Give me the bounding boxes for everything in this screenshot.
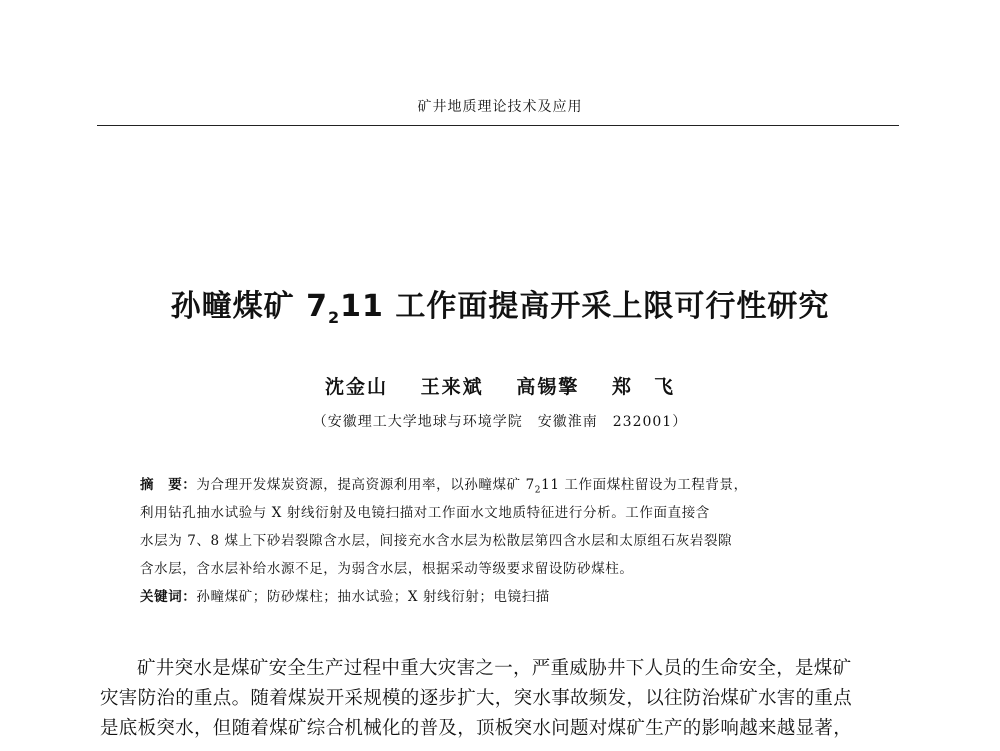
abstract-text: 为合理开发煤炭资源，提高资源利用率，以孙疃煤矿 7 [196, 477, 535, 493]
body-line: 矿井突水是煤矿安全生产过程中重大灾害之一，严重威胁井下人员的生命安全，是煤矿 [137, 658, 852, 679]
keywords-text: 孙疃煤矿；防砂煤柱；抽水试验；X 射线衍射；电镜扫描 [196, 589, 550, 605]
author-name: 沈金山 [325, 376, 389, 398]
body-line: 灾害防治的重点。随着煤炭开采规模的逐步扩大，突水事故频发，以往防治煤矿水害的重点 [100, 688, 853, 709]
author-name: 郑 飞 [611, 376, 675, 398]
title-suffix: 11 工作面提高开采上限可行性研究 [340, 289, 830, 324]
running-header: 矿井地质理论技术及应用 [417, 99, 583, 115]
author-name: 高锡擎 [516, 376, 580, 398]
abstract-label: 摘 要： [140, 477, 197, 493]
keywords-label: 关键词： [140, 589, 197, 605]
abstract-text: 11 工作面煤柱留设为工程背景， [541, 477, 748, 493]
paper-title [0, 281, 1000, 327]
affiliation: （安徽理工大学地球与环境学院 安徽淮南 232001） [312, 414, 688, 430]
abstract-line: 水层为 7、8 煤上下砂岩裂隙含水层，间接充水含水层为松散层第四含水层和太原组石灰岩裂隙 [140, 533, 733, 549]
author-name: 王来斌 [420, 376, 484, 398]
author-list [0, 372, 1000, 399]
abstract-line: 含水层，含水层补给水源不足，为弱含水层，根据采动等级要求留设防砂煤柱。 [140, 561, 634, 577]
abstract-line: 利用钻孔抽水试验与 X 射线衍射及电镜扫描对工作面水文地质特征进行分析。工作面直接含 [140, 505, 710, 521]
keywords [140, 583, 870, 611]
body-text [100, 654, 900, 744]
abstract [140, 471, 870, 611]
abstract-subscript: 2 [534, 485, 542, 496]
abstract-line [140, 471, 870, 499]
header-rule [97, 125, 899, 126]
body-line: 是底板突水，但随着煤矿综合机械化的普及，顶板突水问题对煤矿生产的影响越来越显著， [100, 718, 853, 739]
title-subscript: 2 [327, 308, 341, 327]
title-prefix: 孙疃煤矿 7 [170, 289, 328, 324]
